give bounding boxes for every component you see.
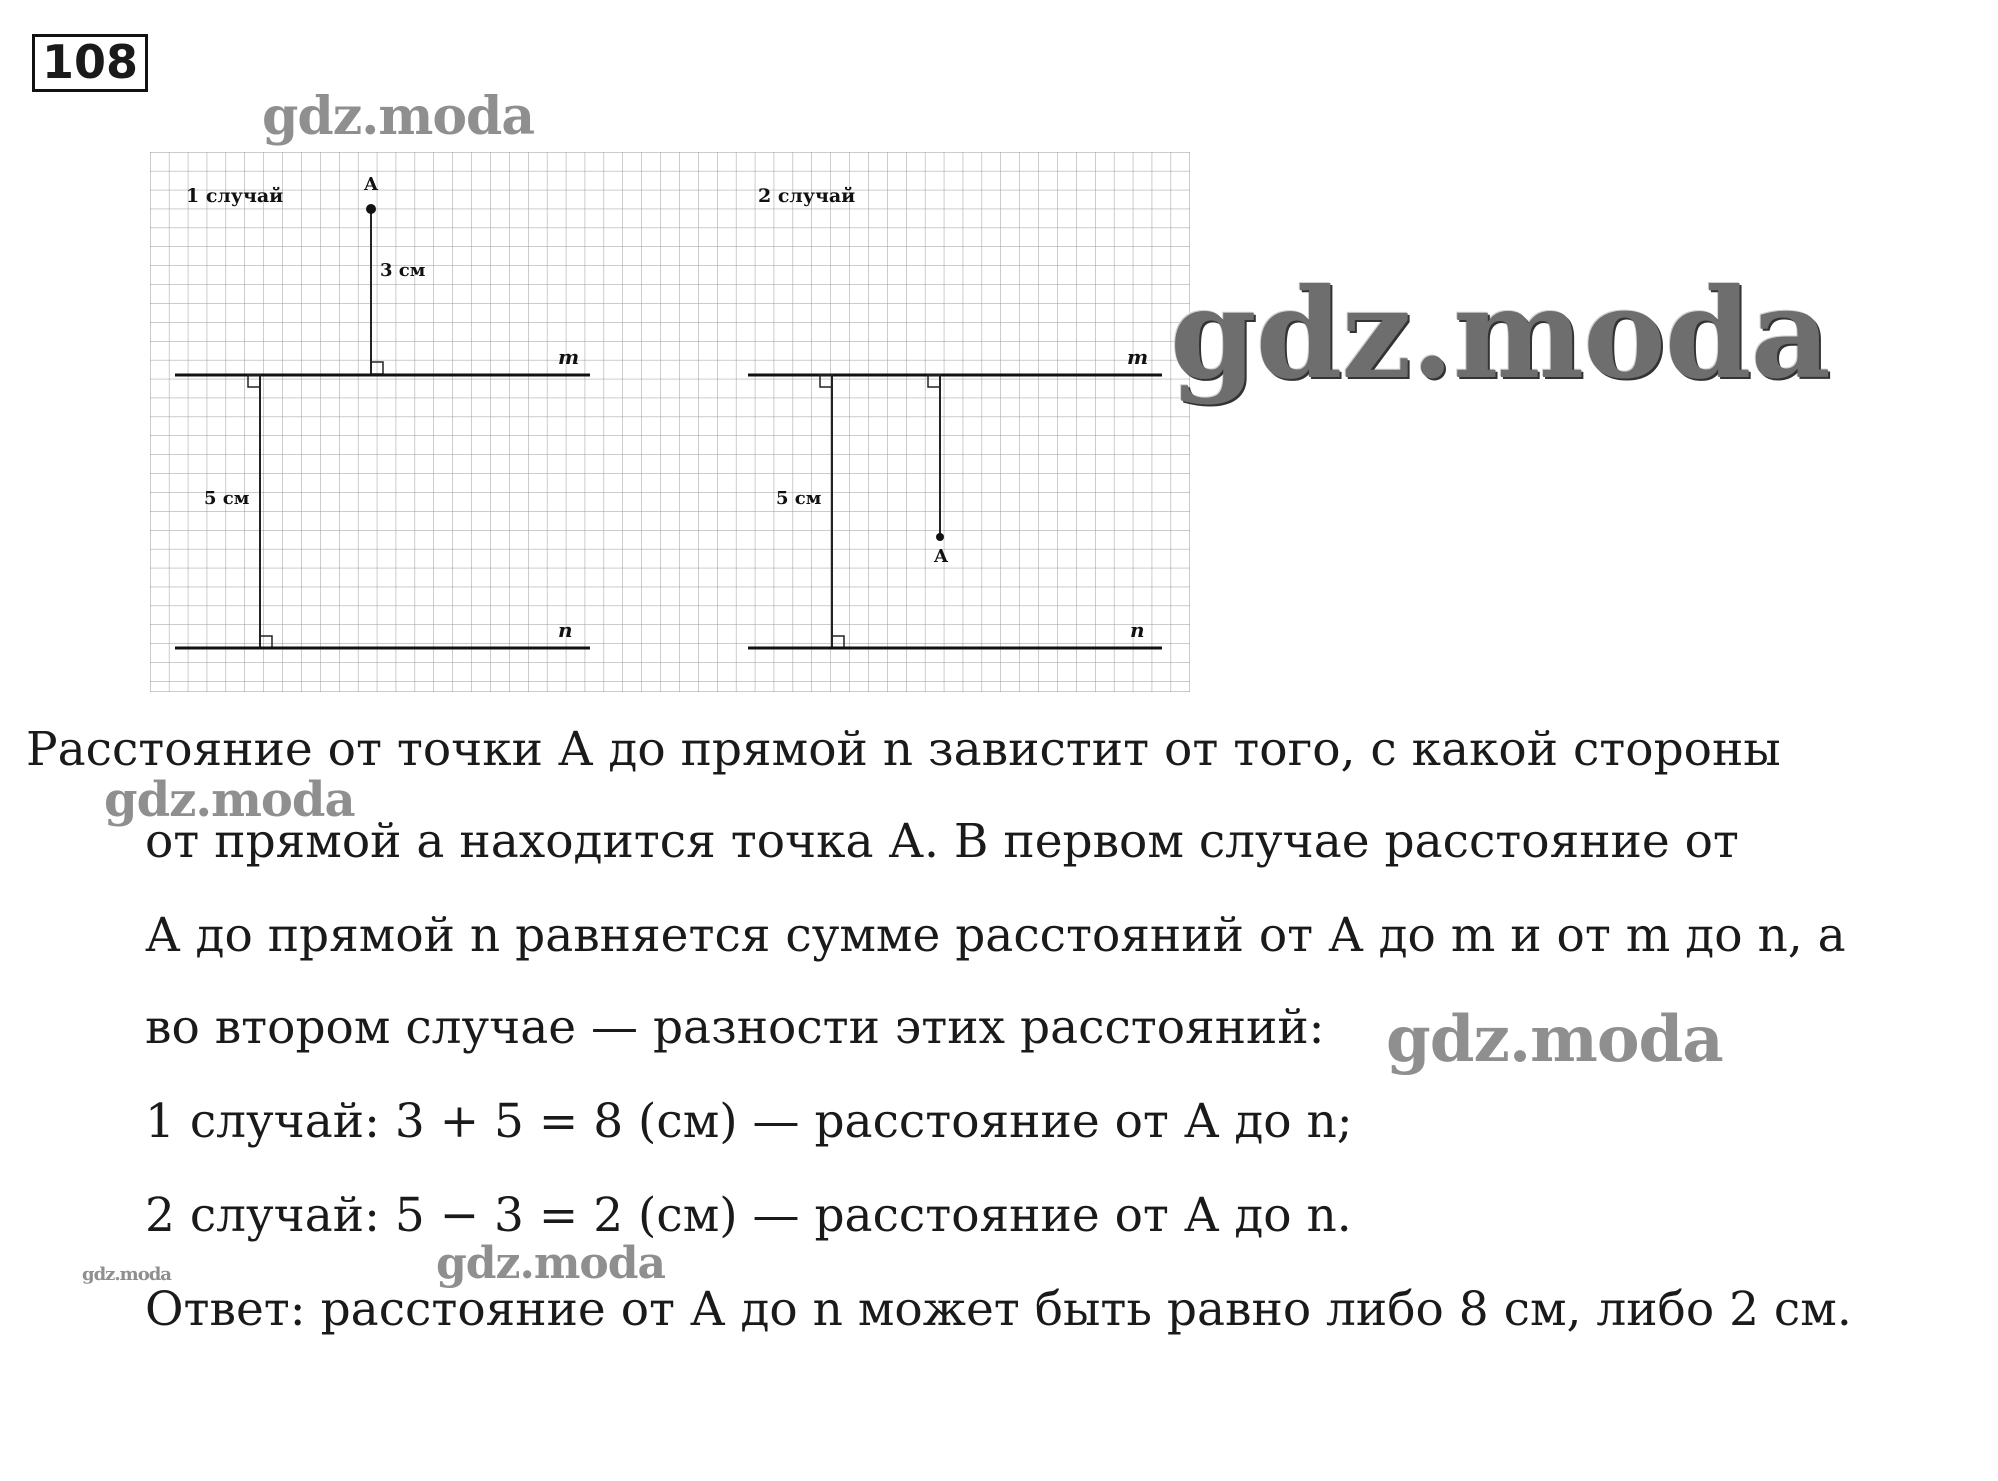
- case2-distance-m-n: 5 см: [776, 488, 822, 509]
- watermark: gdz.moda: [1170, 262, 1830, 407]
- case2-point-A: [936, 533, 944, 541]
- case1-label: 1 случай: [186, 185, 284, 207]
- case1-distance-m-n: 5 см: [204, 488, 250, 509]
- watermark: gdz.moda: [82, 1264, 171, 1285]
- case2-label: 2 случай: [758, 185, 856, 207]
- answer-line: Ответ: расстояние от А до n может быть равно либо 8 см, либо 2 см.: [145, 1282, 1852, 1337]
- case1-point-label: A: [364, 174, 378, 195]
- solution-line-1: Расстояние от точки А до прямой n завистит от того, с какой стороны: [26, 722, 1781, 777]
- solution-line-6: 2 случай: 5 − 3 = 2 (см) — расстояние от А до n.: [145, 1188, 1352, 1243]
- case2-line-m-label: m: [1127, 345, 1149, 369]
- figure-svg: [150, 152, 1190, 692]
- figure: [150, 152, 1190, 696]
- watermark: gdz.moda: [1386, 1002, 1723, 1077]
- problem-number: 108: [32, 34, 148, 92]
- case1-line-m-label: m: [558, 345, 580, 369]
- solution-line-5: 1 случай: 3 + 5 = 8 (см) — расстояние от А до n;: [145, 1094, 1353, 1149]
- solution-line-2: от прямой a находится точка А. В первом случае расстояние от: [145, 814, 1739, 869]
- case2-line-n-label: n: [1130, 618, 1145, 642]
- watermark: gdz.moda: [436, 1238, 666, 1289]
- watermark: gdz.moda: [262, 86, 535, 147]
- case1-point-A: [366, 204, 376, 214]
- solution-line-4: во втором случае — разности этих расстояний:: [145, 1000, 1325, 1055]
- watermark: gdz.moda: [104, 772, 355, 828]
- grid-background: [150, 152, 1190, 692]
- case2-point-label: A: [934, 546, 948, 567]
- case1-line-n-label: n: [558, 618, 573, 642]
- case1-distance-A-m: 3 см: [380, 260, 426, 281]
- solution-line-3: А до прямой n равняется сумме расстояний от А до m и от m до n, а: [145, 908, 1846, 963]
